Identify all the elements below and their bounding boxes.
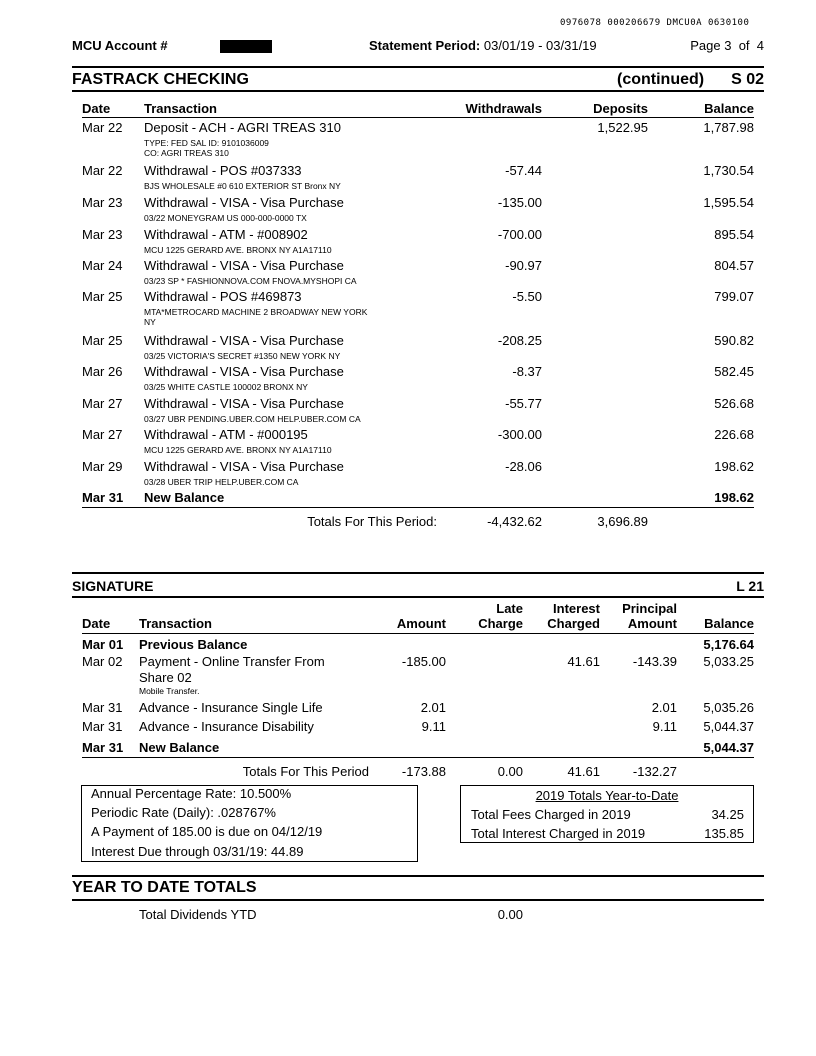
txn-withdrawal: -55.77 — [505, 396, 542, 411]
period-label: Statement Period: — [369, 38, 481, 53]
txn-description: Withdrawal - VISA - Visa Purchase — [144, 258, 344, 273]
sig-adv2-balance: 5,044.37 — [703, 719, 754, 734]
txn-balance: 799.07 — [714, 289, 754, 304]
txn-date: Mar 25 — [82, 333, 123, 348]
txn-description: Withdrawal - VISA - Visa Purchase — [144, 333, 344, 348]
txn-description: Withdrawal - POS #469873 — [144, 289, 302, 304]
signature-title: SIGNATURE — [72, 578, 154, 594]
ytd-interest-value: 135.85 — [704, 826, 744, 841]
signature-loan-code: L 21 — [736, 578, 764, 594]
txn-date: Mar 27 — [82, 427, 123, 442]
totals-deposits: 3,696.89 — [597, 514, 648, 529]
txn-withdrawal: -700.00 — [497, 227, 542, 242]
sig-advance-disability-row — [0, 719, 816, 739]
sig-totals-principal: -132.27 — [632, 764, 677, 779]
txn-date: Mar 29 — [82, 459, 123, 474]
sig-adv1-desc: Advance - Insurance Single Life — [139, 700, 323, 715]
new-balance-value: 198.62 — [714, 490, 754, 505]
txn-balance: 895.54 — [714, 227, 754, 242]
checking-continued: (continued) — [617, 71, 705, 88]
col-transaction: Transaction — [144, 101, 217, 116]
table-row — [0, 427, 816, 455]
sig-totals-label: Totals For This Period — [242, 764, 369, 779]
sig-new-date: Mar 31 — [82, 740, 124, 755]
txn-detail: 03/25 VICTORIA'S SECRET #1350 NEW YORK NY — [144, 351, 341, 361]
checking-title: FASTRACK CHECKING — [72, 71, 249, 88]
table-row — [0, 120, 816, 158]
sig-adv2-desc: Advance - Insurance Disability — [139, 719, 314, 734]
dividends-value: 0.00 — [497, 907, 523, 922]
table-row — [0, 163, 816, 191]
txn-withdrawal: -8.37 — [512, 364, 542, 379]
txn-balance: 198.62 — [714, 459, 754, 474]
ytd-fees-value: 34.25 — [711, 807, 744, 822]
table-row — [0, 396, 816, 424]
sig-col-transaction: Transaction — [139, 616, 212, 631]
checking-share-code: S 02 — [731, 71, 764, 88]
sig-col-principal-2: Amount — [627, 616, 677, 631]
txn-balance: 1,730.54 — [703, 163, 754, 178]
sig-prev-label: Previous Balance — [139, 637, 248, 652]
table-row — [0, 195, 816, 223]
sig-col-late-1: Late — [496, 601, 523, 616]
txn-balance: 1,595.54 — [703, 195, 754, 210]
sig-col-late-2: Charge — [478, 616, 523, 631]
txn-detail: 03/25 WHITE CASTLE 100002 BRONX NY — [144, 382, 308, 392]
txn-balance: 1,787.98 — [703, 120, 754, 135]
txn-withdrawal: -28.06 — [505, 459, 542, 474]
sig-prev-balance: 5,176.64 — [703, 637, 754, 652]
table-row — [0, 459, 816, 487]
ytd-section-title: YEAR TO DATE TOTALS — [72, 879, 257, 896]
sig-totals-row — [0, 764, 816, 784]
col-balance: Balance — [704, 101, 754, 116]
txn-date: Mar 22 — [82, 163, 123, 178]
txn-detail: BJS WHOLESALE #0 610 EXTERIOR ST Bronx NY — [144, 181, 341, 191]
txn-detail: MCU 1225 GERARD AVE. BRONX NY A1A17110 — [144, 245, 332, 255]
signature-top-rule — [72, 572, 764, 574]
payment-due-text: A Payment of 185.00 is due on 04/12/19 — [91, 824, 323, 839]
sig-adv2-principal: 9.11 — [652, 719, 677, 734]
txn-description: Withdrawal - ATM - #008902 — [144, 227, 308, 242]
txn-description: Deposit - ACH - AGRI TREAS 310 — [144, 120, 341, 135]
sig-col-interest-2: Charged — [547, 616, 600, 631]
txn-detail: MCU 1225 GERARD AVE. BRONX NY A1A17110 — [144, 445, 332, 455]
statement-period — [369, 38, 597, 53]
table-row — [0, 289, 816, 327]
sig-payment-line1: Payment - Online Transfer From — [139, 654, 325, 669]
sig-header-rule — [82, 633, 754, 634]
account-label: MCU Account # — [72, 38, 168, 53]
new-balance-label: New Balance — [144, 490, 225, 505]
ytd-totals-box — [460, 785, 754, 843]
table-row — [0, 364, 816, 392]
apr-text: Annual Percentage Rate: 10.500% — [91, 786, 292, 801]
ytd-box-title: 2019 Totals Year-to-Date — [535, 788, 679, 803]
sig-new-label: New Balance — [139, 740, 220, 755]
txn-withdrawal: -135.00 — [497, 195, 542, 210]
txn-balance: 804.57 — [714, 258, 754, 273]
page-number: Page 3 of 4 — [690, 38, 764, 53]
statement-code-line: 0976078 000206679 DMCU0A 0630100 — [560, 18, 750, 28]
rate-info-box — [81, 785, 418, 862]
sig-adv1-principal: 2.01 — [651, 700, 677, 715]
sig-col-date: Date — [82, 616, 111, 631]
sig-advance-life-row — [0, 700, 816, 720]
period-value: 03/01/19 - 03/31/19 — [483, 38, 597, 53]
ytd-section-top-rule — [72, 875, 764, 877]
col-date: Date — [82, 101, 111, 116]
txn-description: Withdrawal - VISA - Visa Purchase — [144, 195, 344, 210]
sig-payment-line2: Share 02 — [139, 670, 192, 685]
txn-date: Mar 23 — [82, 227, 123, 242]
sig-col-interest-1: Interest — [553, 601, 600, 616]
sig-new-balance: 5,044.37 — [703, 740, 754, 755]
ytd-interest-label: Total Interest Charged in 2019 — [471, 826, 646, 841]
new-balance-date: Mar 31 — [82, 490, 124, 505]
sig-payment-date: Mar 02 — [82, 654, 123, 669]
txn-balance: 526.68 — [714, 396, 754, 411]
txn-date: Mar 27 — [82, 396, 123, 411]
sig-col-balance: Balance — [704, 616, 754, 631]
ytd-section-bottom-rule — [72, 899, 764, 901]
sig-adv2-date: Mar 31 — [82, 719, 123, 734]
totals-withdrawals: -4,432.62 — [487, 514, 542, 529]
txn-description: Withdrawal - VISA - Visa Purchase — [144, 364, 344, 379]
table-bottom-rule — [82, 507, 754, 508]
sig-col-amount: Amount — [396, 616, 446, 631]
txn-withdrawal: -208.25 — [497, 333, 542, 348]
sig-payment-principal: -143.39 — [632, 654, 677, 669]
txn-date: Mar 22 — [82, 120, 123, 135]
table-row — [0, 258, 816, 286]
totals-label: Totals For This Period: — [307, 514, 437, 529]
checking-totals-row — [0, 514, 816, 534]
txn-detail: 03/22 MONEYGRAM US 000-000-0000 TX — [144, 213, 307, 223]
txn-date: Mar 24 — [82, 258, 123, 273]
sig-adv2-amount: 9.11 — [421, 719, 446, 734]
txn-detail-2: CO: AGRI TREAS 310 — [144, 148, 229, 158]
sig-totals-interest: 41.61 — [567, 764, 600, 779]
txn-detail: MTA*METROCARD MACHINE 2 BROADWAY NEW YORK — [144, 307, 368, 317]
txn-detail: 03/27 UBR PENDING.UBER.COM HELP.UBER.COM CA — [144, 414, 361, 424]
txn-description: Withdrawal - POS #037333 — [144, 163, 302, 178]
txn-balance: 226.68 — [714, 427, 754, 442]
sig-payment-row — [0, 654, 816, 696]
sig-payment-balance: 5,033.25 — [703, 654, 754, 669]
sig-totals-amount: -173.88 — [401, 764, 446, 779]
section-top-rule — [72, 66, 764, 68]
sig-payment-interest: 41.61 — [567, 654, 600, 669]
ytd-fees-label: Total Fees Charged in 2019 — [471, 807, 631, 822]
sig-totals-late: 0.00 — [497, 764, 523, 779]
txn-description: Withdrawal - ATM - #000195 — [144, 427, 308, 442]
table-row — [0, 333, 816, 361]
sig-payment-amount: -185.00 — [401, 654, 446, 669]
txn-withdrawal: -300.00 — [497, 427, 542, 442]
txn-balance: 582.45 — [714, 364, 754, 379]
txn-date: Mar 23 — [82, 195, 123, 210]
interest-due-text: Interest Due through 03/31/19: 44.89 — [91, 844, 304, 859]
signature-bottom-rule — [72, 596, 764, 598]
dividends-label: Total Dividends YTD — [139, 907, 257, 922]
txn-detail: 03/28 UBER TRIP HELP.UBER.COM CA — [144, 477, 299, 487]
txn-withdrawal: -5.50 — [512, 289, 542, 304]
sig-prev-date: Mar 01 — [82, 637, 124, 652]
redacted-account-number — [220, 40, 272, 53]
txn-date: Mar 25 — [82, 289, 123, 304]
sig-adv1-amount: 2.01 — [420, 700, 446, 715]
txn-description: Withdrawal - VISA - Visa Purchase — [144, 459, 344, 474]
txn-detail: 03/23 SP * FASHIONNOVA.COM FNOVA.MYSHOPI CA — [144, 276, 357, 286]
txn-withdrawal: -90.97 — [505, 258, 542, 273]
txn-detail-2: NY — [144, 317, 156, 327]
sig-adv1-date: Mar 31 — [82, 700, 123, 715]
txn-detail: TYPE: FED SAL ID: 9101036009 — [144, 138, 269, 148]
txn-withdrawal: -57.44 — [505, 163, 542, 178]
col-withdrawals: Withdrawals — [465, 101, 542, 116]
txn-date: Mar 26 — [82, 364, 123, 379]
table-row — [0, 227, 816, 255]
section-bottom-rule — [72, 90, 764, 92]
txn-description: Withdrawal - VISA - Visa Purchase — [144, 396, 344, 411]
sig-col-principal-1: Principal — [622, 601, 677, 616]
sig-adv1-balance: 5,035.26 — [703, 700, 754, 715]
periodic-rate-text: Periodic Rate (Daily): .028767% — [91, 805, 276, 820]
table-header-rule — [82, 117, 754, 118]
sig-payment-detail: Mobile Transfer. — [139, 686, 200, 696]
txn-balance: 590.82 — [714, 333, 754, 348]
sig-bottom-rule — [82, 757, 754, 758]
col-deposits: Deposits — [593, 101, 648, 116]
txn-deposit: 1,522.95 — [597, 120, 648, 135]
